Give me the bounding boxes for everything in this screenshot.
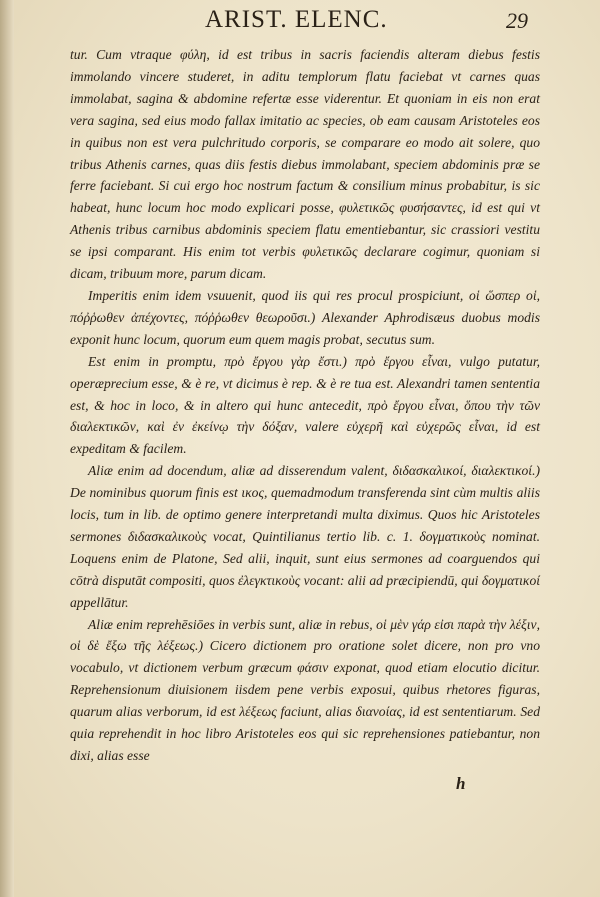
- paragraph-3: Est enim in promptu, πρὸ ἔργου γὰρ ἔστι.) πρὸ ἔργου εἶναι, vulgo putatur, operæprecium esse, & è re, vt dicimus è rep. & è re tua est. Alexandri tamen sententia est, & hoc in loco, & in altero qui hunc antecedit, πρὸ ἔργου εἶναι, ὅπου τὴν τῶν διαλεκτικῶν, καὶ ἐν ἐκείνῳ τὴν δόξαν, valere εὐχερῆ καὶ εὐχερῶς εἶναι, id est expeditam & facilem.: [70, 353, 540, 457]
- paragraph-2: Imperitis enim idem vsuuenit, quod iis qui res procul prospiciunt, οἱ ὥσπερ οἱ, πόῤῥωθεν ἀπέχοντες, πόῤῥωθεν θεωροῦσι.) Alexander Aphrodisæus duobus modis exponit hunc locum, quorum eum quem magis probat, secutus sum.: [70, 287, 540, 347]
- page-gutter-shadow: [0, 0, 14, 897]
- paragraph-5: Aliæ enim reprehēsiōes in verbis sunt, aliæ in rebus, οἱ μὲν γάρ εἰσι παρὰ τὴν λέξιν, οἱ δὲ ἔξω τῆς λέξεως.) Cicero dictionem pro oratione solet dicere, non pro vno vocabulo, vt dictionem verbum græcum φάσιν exponat, quod etiam elocutio dicitur. Reprehensionum diuisionem iisdem pene verbis exposui, quibus rhetores figuras, quarum alias verborum, id est λέξεως faciunt, alias διανοίας, id est sententiarum. Sed quia reprehendit in hoc libro Aristoteles eos qui sic reprehensiones patiebantur, non dixi, alias esse: [70, 616, 540, 763]
- running-head: ARIST. ELENC.: [205, 6, 388, 33]
- paragraph-1: tur. Cum vtraque φύλη, id est tribus in sacris faciendis alteram diebus festis immolando vincere studeret, in aditu templorum flatu faciebat vt carnes quas immolabat, sagina & abdomine refertæ esse viderentur. Et quoniam in eis non erat vera sagina, sed eius modo fallax imitatio ac species, ob eam causam Aristoteles eos in quibus non est vera pulchritudo corporis, se comparare eo modo ait solere, quo tribus Athenis carnes, quas diis festis diebus immolabant, speciem abdominis præ se ferre faciebant. Si cui ergo hoc nostrum factum & consilium minus probabitur, is sic habeat, hunc locum hoc modo explicari posse, φυλετικῶς φυσήσαντες, id est qui vt Athenis tribus carnibus abdominis speciem flatu ementiebantur, sic crassiori vestitu se ipsi comparant. His enim tot verbis φυλετικῶς declarare cogimur, quoniam si dicam, tribuum more, parum dicam.: [70, 47, 540, 282]
- body-text: [70, 44, 540, 767]
- page-number: 29: [506, 8, 528, 33]
- signature-mark: h: [456, 774, 466, 793]
- page-header: [0, 6, 600, 40]
- paragraph-4: Aliæ enim ad docendum, aliæ ad disserendum valent, διδασκαλικοί, διαλεκτικοί.) De nominibus quorum finis est ικος, quemadmodum transferenda sint cùm multis aliis locis, tum in lib. de optimo genere interpretandi multa diximus. Quos hic Aristoteles sermones διδασκαλικοὺς vocat, Quintilianus tertio lib. c. 1. δογματικοὺς nominat. Loquens enim de Platone, Sed alii, inquit, sunt eius sermones ad coarguendos qui cōtrà disputāt compositi, quos ἐλεγκτικοὺς vocant: alii ad præcipiendū, qui δογματικοί appellātur.: [70, 463, 541, 610]
